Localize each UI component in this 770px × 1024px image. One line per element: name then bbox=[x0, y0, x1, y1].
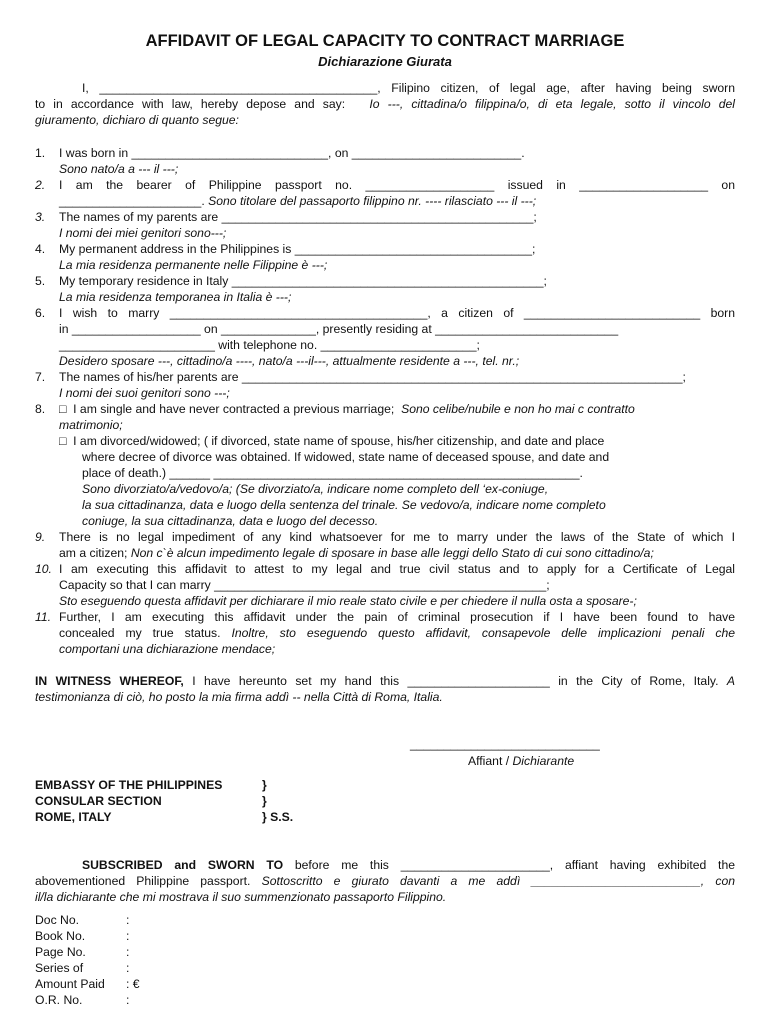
item-11-en: concealed my true status. bbox=[59, 626, 221, 640]
item-8b-l3: place of death.) ______ ______________________________________________________. bbox=[82, 466, 583, 480]
witness-bold: IN WITNESS WHEREOF, bbox=[35, 674, 184, 688]
registry-amount-value: : € bbox=[126, 977, 140, 991]
item-10-line-2: Capacity so that I can marry _________________________________________________; bbox=[59, 578, 550, 592]
item-11-it-2: comportani una dichiarazione mendace; bbox=[59, 642, 276, 656]
registry-amount-label: Amount Paid bbox=[35, 977, 105, 991]
registry-colon: : bbox=[126, 913, 130, 927]
registry-colon: : bbox=[126, 961, 130, 975]
item-6-line-3: _______________________ with telephone no. _______________________; bbox=[59, 338, 480, 352]
item-2-en: I am the bearer of Philippine passport no. ___________________ issued in ___________________ on bbox=[59, 178, 735, 192]
item-number: 3. bbox=[35, 210, 46, 224]
item-10-line-1: I am executing this affidavit to attest to my legal and true civil status and to apply for a Certificate of Legal bbox=[59, 562, 735, 576]
intro-line-3: giuramento, dichiaro di quanto segue: bbox=[35, 113, 239, 127]
subscribed-bold: SUBSCRIBED and SWORN TO bbox=[82, 858, 284, 872]
registry-or-label: O.R. No. bbox=[35, 993, 83, 1007]
item-8b-it-1: Sono divorziato/a/vedovo/a; (Se divorziato/a, indicare nome completo dell ‘ex-coniuge, bbox=[82, 482, 549, 496]
checkbox-single[interactable]: □ bbox=[59, 402, 67, 416]
item-11-it: Inoltre, sto eseguendo questo affidavit, consapevole delle implicazioni penali che bbox=[231, 626, 735, 640]
item-1-it: Sono nato/a a --- il ---; bbox=[59, 162, 179, 176]
item-2-blank: _____________________. bbox=[59, 194, 205, 208]
checkbox-divorced[interactable]: □ bbox=[59, 434, 67, 448]
venue-embassy: EMBASSY OF THE PHILIPPINES bbox=[35, 778, 223, 792]
item-9-en: am a citizen; bbox=[59, 546, 128, 560]
item-9-line-1: There is no legal impediment of any kind whatsoever for me to marry under the laws of the State of which I bbox=[59, 530, 735, 544]
item-5-en: My temporary residence in Italy ______________________________________________; bbox=[59, 274, 547, 288]
signature-line[interactable]: ____________________________ bbox=[410, 737, 600, 751]
item-7-en: The names of his/her parents are _________________________________________________________________; bbox=[59, 370, 686, 384]
item-number: 8. bbox=[35, 402, 46, 416]
venue-rome: ROME, ITALY bbox=[35, 810, 112, 824]
item-number: 4. bbox=[35, 242, 46, 256]
intro-line-2-it: Io ---, cittadina/o filippina/o, di eta legale, sotto il vincolo del bbox=[369, 97, 735, 111]
item-1-en: I was born in _____________________________, on _________________________. bbox=[59, 146, 525, 160]
subscribed-line-1 bbox=[82, 857, 735, 873]
item-number: 7. bbox=[35, 370, 46, 384]
venue-consular: CONSULAR SECTION bbox=[35, 794, 162, 808]
item-6-line-2: in ___________________ on ______________, presently residing at ___________________________ bbox=[59, 322, 619, 336]
item-number: 11. bbox=[35, 610, 52, 624]
item-4-en: My permanent address in the Philippines is ___________________________________; bbox=[59, 242, 536, 256]
item-number: 9. bbox=[35, 530, 46, 544]
item-2-line-2 bbox=[59, 193, 536, 209]
intro-line-2-en: to in accordance with law, hereby depose and say: bbox=[35, 97, 346, 111]
item-9-line-2 bbox=[59, 545, 654, 561]
subscribed-l2-it: Sottoscritto e giurato davanti a me addì _________________________, con bbox=[261, 874, 735, 888]
page-title: AFFIDAVIT OF LEGAL CAPACITY TO CONTRACT MARRIAGE bbox=[145, 32, 625, 50]
item-number: 2. bbox=[35, 178, 46, 192]
item-number: 1. bbox=[35, 146, 46, 160]
item-8a-it-1: Sono celibe/nubile e non ho mai c contratto bbox=[401, 402, 635, 416]
subscribed-l1: before me this ______________________, affiant having exhibited the bbox=[294, 858, 735, 872]
item-11-line-2 bbox=[59, 625, 735, 641]
item-8b-line-1 bbox=[59, 433, 604, 449]
item-5-it: La mia residenza temporanea in Italia è ---; bbox=[59, 290, 292, 304]
item-8a-line-1 bbox=[59, 401, 635, 417]
item-8b-it-3: coniuge, la sua cittadinanza, data e luogo del decesso. bbox=[82, 514, 379, 528]
subscribed-l2-en: abovementioned Philippine passport. bbox=[35, 874, 251, 888]
item-3-it: I nomi dei miei genitori sono---; bbox=[59, 226, 227, 240]
witness-it-line: testimonianza di ciò, ho posto la mia firma addì -- nella Città di Roma, Italia. bbox=[35, 690, 443, 704]
item-6-line-1: I wish to marry ______________________________________, a citizen of __________________________ born bbox=[59, 306, 735, 320]
subscribed-line-2 bbox=[35, 873, 735, 889]
registry-colon: : bbox=[126, 929, 130, 943]
signature-label-en: Affiant / bbox=[468, 754, 510, 768]
page-subtitle: Dichiarazione Giurata bbox=[318, 54, 452, 69]
intro-line-2 bbox=[35, 96, 735, 112]
witness-text: I have hereunto set my hand this _____________________ in the City of Rome, Italy. bbox=[192, 674, 719, 688]
item-8b-l1: I am divorced/widowed; ( if divorced, state name of spouse, his/her citizenship, and date and place bbox=[73, 434, 605, 448]
witness-line-1 bbox=[35, 673, 735, 689]
item-8a-en: I am single and have never contracted a previous marriage; bbox=[73, 402, 395, 416]
item-number: 5. bbox=[35, 274, 46, 288]
venue-ss: } S.S. bbox=[262, 810, 294, 824]
item-number: 6. bbox=[35, 306, 46, 320]
item-8a-it-2: matrimonio; bbox=[59, 418, 123, 432]
item-2-it: Sono titolare del passaporto filippino nr. ---- rilasciato --- il ---; bbox=[208, 194, 537, 208]
item-7-it: I nomi dei suoi genitori sono ---; bbox=[59, 386, 230, 400]
registry-book-label: Book No. bbox=[35, 929, 86, 943]
registry-series-label: Series of bbox=[35, 961, 84, 975]
intro-line-1: I, _________________________________________, Filipino citizen, of legal age, after having being sworn bbox=[82, 81, 735, 95]
signature-label-it: Dichiarante bbox=[512, 754, 575, 768]
item-10-it: Sto eseguendo questa affidavit per dichiarare il mio reale stato civile e per chiedere il nulla osta a sposare-; bbox=[59, 594, 637, 608]
signature-label bbox=[468, 753, 574, 769]
item-6-it: Desidero sposare ---, cittadino/a ----, nato/a ---il---, attualmente residente a ---, tel. nr.; bbox=[59, 354, 520, 368]
item-3-en: The names of my parents are ______________________________________________; bbox=[59, 210, 537, 224]
registry-colon: : bbox=[126, 945, 130, 959]
item-4-it: La mia residenza permanente nelle Filippine è ---; bbox=[59, 258, 328, 272]
registry-doc-label: Doc No. bbox=[35, 913, 80, 927]
witness-it-a: A bbox=[726, 674, 736, 688]
registry-page-label: Page No. bbox=[35, 945, 86, 959]
venue-brace: } bbox=[262, 794, 267, 808]
registry-colon: : bbox=[126, 993, 130, 1007]
item-8b-l2: where decree of divorce was obtained. If widowed, state name of deceased spouse, and date and bbox=[82, 450, 610, 464]
item-number: 10. bbox=[35, 562, 52, 576]
venue-brace: } bbox=[262, 778, 267, 792]
item-8b-it-2: la sua cittadinanza, data e luogo della sentenza del trinale. Se vedovo/a, indicare nome completo bbox=[82, 498, 606, 512]
subscribed-l3-it: il/la dichiarante che mi mostrava il suo summenzionato passaporto Filippino. bbox=[35, 890, 447, 904]
item-11-line-1: Further, I am executing this affidavit under the pain of criminal prosecution if I have been found to have bbox=[59, 610, 735, 624]
item-9-it: Non c`è alcun impedimento legale di sposare in base alle leggi dello Stato di cui sono cittadino/a; bbox=[130, 546, 654, 560]
